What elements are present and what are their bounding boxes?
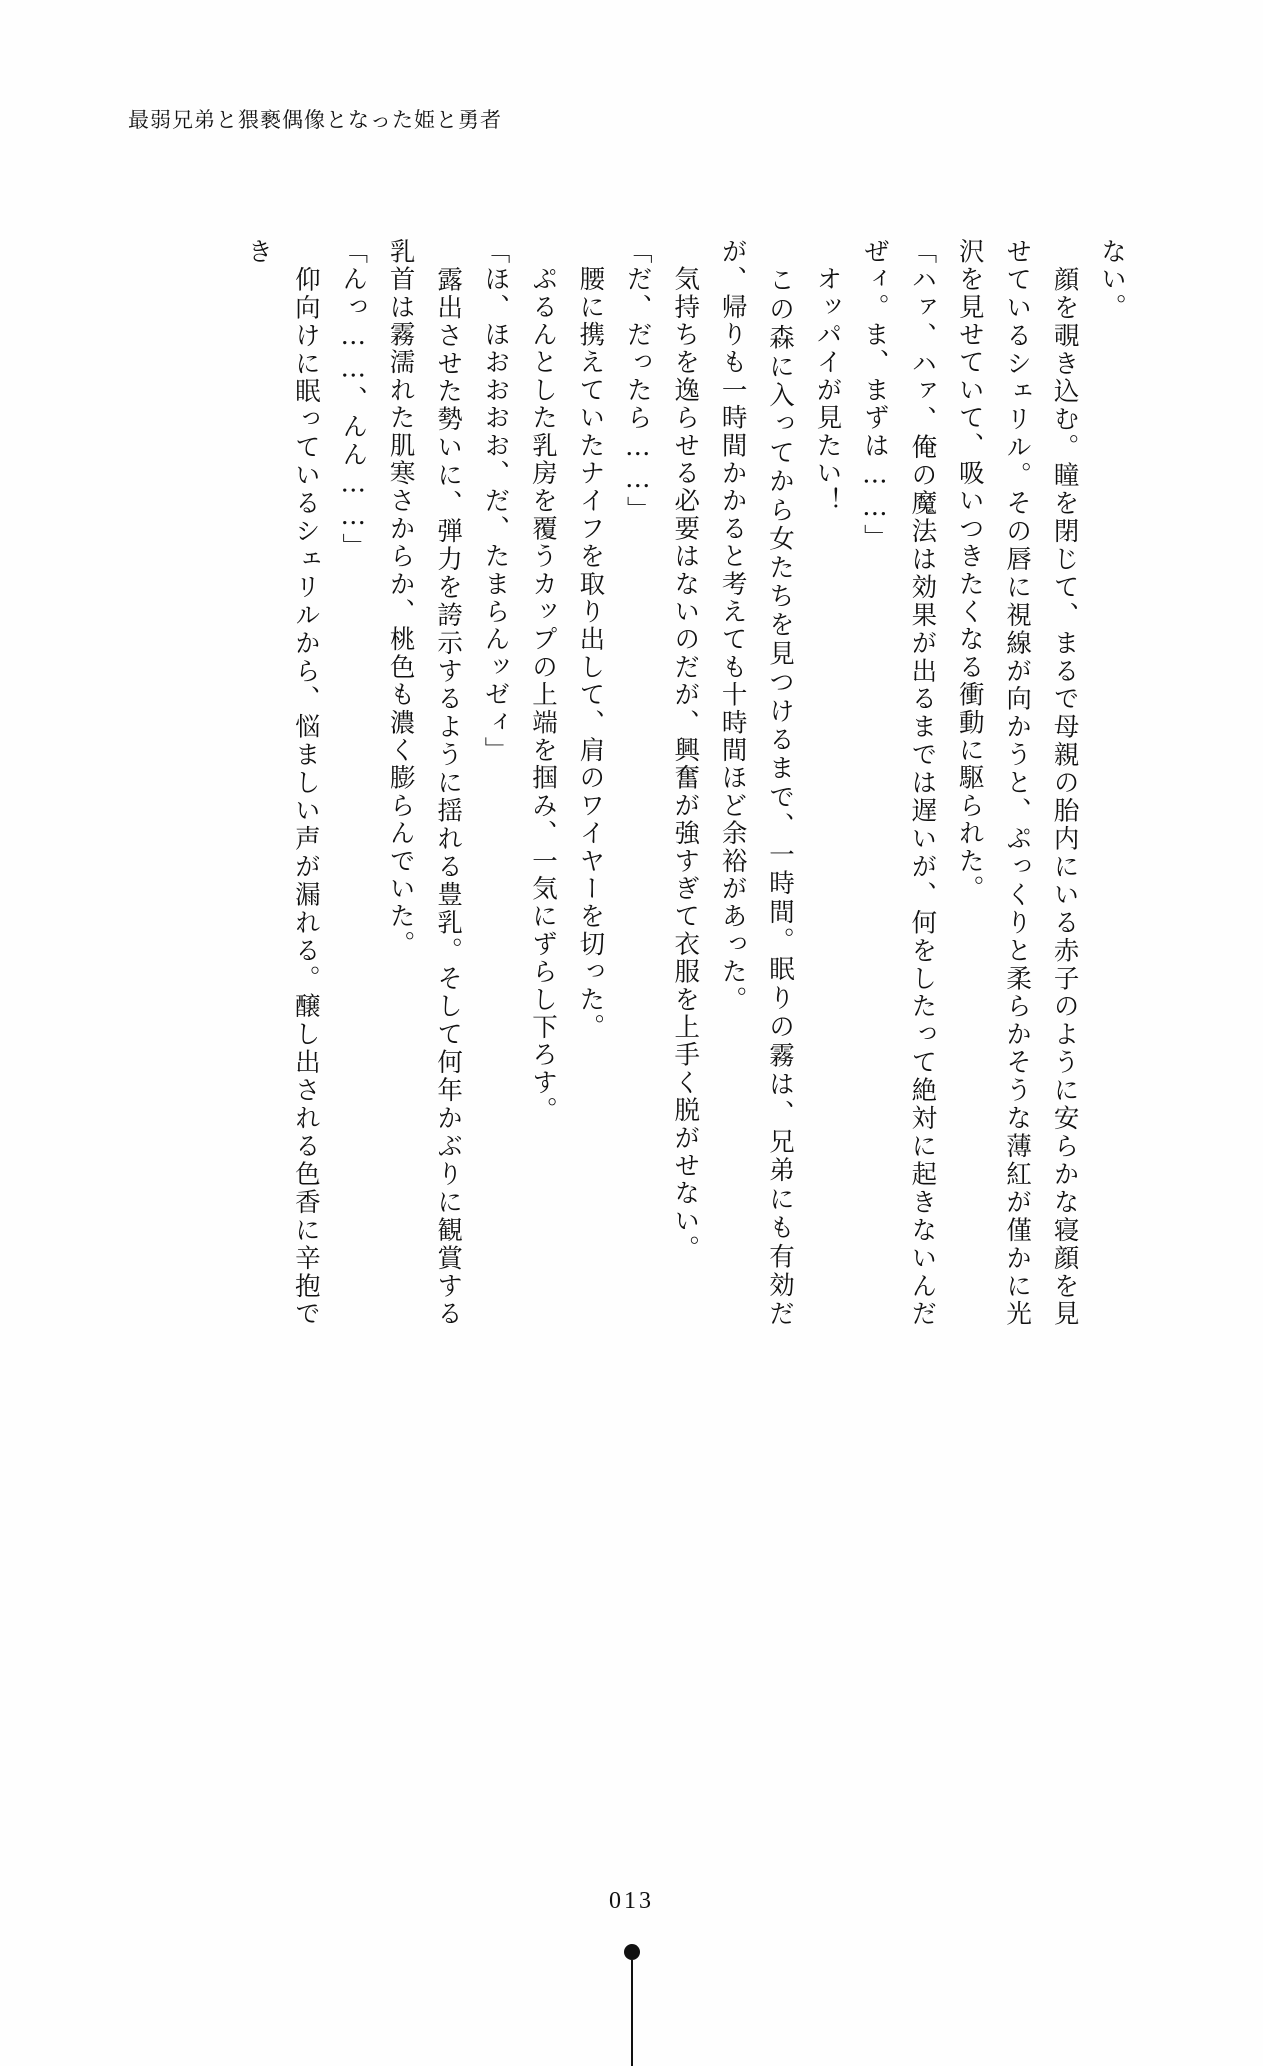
paragraph: この森に入ってから女たちを見つけるまで、一時間。眠りの霧は、兄弟にも有効だが、帰りも一時間かかると考えても十時間ほど余裕があった。 bbox=[717, 238, 796, 1328]
body-text-block bbox=[243, 238, 1135, 1328]
paragraph: 「んっ……、んん……」 bbox=[338, 238, 369, 561]
ornament-dot-icon bbox=[624, 1944, 640, 1960]
ornament-rule bbox=[631, 1960, 633, 2066]
paragraph: 「だ、だったら……」 bbox=[622, 238, 653, 524]
paragraph: 顔を覗き込む。瞳を閉じて、まるで母親の胎内にいる赤子のように安らかな寝顔を見せているシェリル。その唇に視線が向かうと、ぷっくりと柔らかそうな薄紅が僅かに光沢を見せていて、吸いつきたくなる衝動に駆られた。 bbox=[954, 238, 1080, 1328]
paragraph: 気持ちを逸らせる必要はないのだが、興奮が強すぎて衣服を上手く脱がせない。 bbox=[670, 238, 701, 1263]
paragraph: ぷるんとした乳房を覆うカップの上端を掴み、一気にずらし下ろす。 bbox=[527, 238, 558, 1125]
paragraph: 腰に携えていたナイフを取り出して、肩のワイヤーを切った。 bbox=[575, 238, 606, 1042]
page-number: 013 bbox=[609, 1888, 654, 1914]
paragraph: ない。 bbox=[1097, 238, 1127, 322]
paragraph: 仰向けに眠っているシェリルから、悩ましい声が漏れる。醸し出される色香に辛抱でき bbox=[243, 238, 321, 1328]
paragraph: 「ハァ、ハァ、俺の魔法は効果が出るまでは遅いが、何をしたって絶対に起きないんだぜィ。ま、まずは……」 bbox=[859, 238, 938, 1328]
paragraph: オッパイが見たい！ bbox=[812, 238, 843, 515]
running-head-title: 最弱兄弟と猥褻偶像となった姫と勇者 bbox=[128, 108, 502, 132]
paragraph: 「ほ、ほおおおお、だ、たまらんッゼィ」 bbox=[480, 238, 511, 765]
paragraph: 露出させた勢いに、弾力を誇示するように揺れる豊乳。そして何年かぶりに観賞する乳首は霧濡れた肌寒さからか、桃色も濃く膨らんでいた。 bbox=[385, 238, 464, 1328]
